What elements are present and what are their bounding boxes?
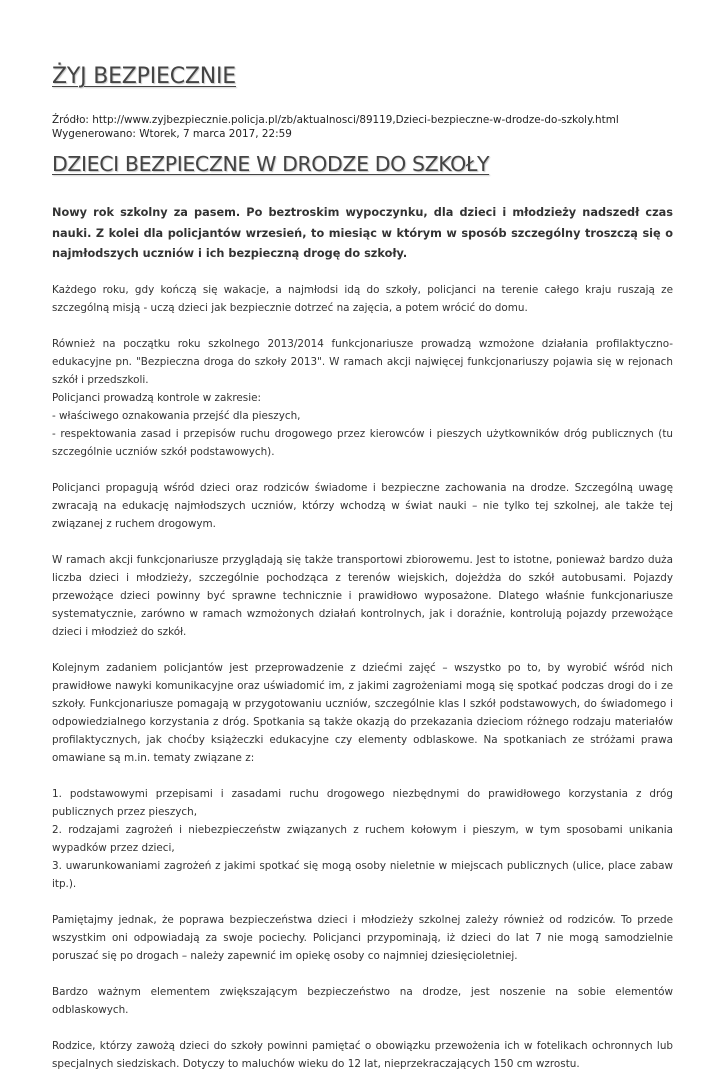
- paragraph-3: Policjanci propagują wśród dzieci oraz rodziców świadome i bezpieczne zachowania na drodze. Szczególną uwagę zwracają na edukację najmłodszych uczniów, którzy wchodzą w świat nauki – nie tylko tej szkolnej, ale także tej związanej z ruchem drogowym.: [52, 482, 673, 530]
- topic-list: [52, 785, 673, 893]
- list-item: 3. uwarunkowaniami zagrożeń z jakimi spotkać się mogą osoby nieletnie w miejscach publicznych (ulice, place zabaw itp.).: [52, 860, 673, 890]
- paragraph-2-line: - respektowania zasad i przepisów ruchu drogowego przez kierowców i pieszych użytkowników dróg publicznych (tu szczególnie uczniów szkół podstawowych).: [52, 428, 673, 458]
- article-body: [52, 281, 673, 1073]
- paragraph-2: [52, 335, 673, 461]
- paragraph-7: Bardzo ważnym elementem zwiększającym bezpieczeństwo na drodze, jest noszenie na sobie elementów odblaskowych.: [52, 986, 673, 1016]
- list-item: 1. podstawowymi przepisami i zasadami ruchu drogowego niezbędnymi do prawidłowego korzystania z dróg publicznych przez pieszych,: [52, 788, 673, 818]
- article-lead: Nowy rok szkolny za pasem. Po beztroskim wypoczynku, dla dzieci i młodzieży nadszedł czas nauki. Z kolei dla policjantów wrzesień, to miesiąc w którym w sposób szczególny troszczą się o najmłodszych uczniów i ich bezpieczną drogę do szkoły.: [52, 206, 673, 260]
- paragraph-4: W ramach akcji funkcjonariusze przyglądają się także transportowi zbiorowemu. Jest to istotne, ponieważ bardzo duża liczba dzieci i młodzieży, szczególnie pochodząca z terenów wiejskich, dojeżdża do szkół autobusami. Pojazdy przewożące dzieci powinny być sprawne technicznie i prawidłowo wyposażone. Dlatego właśnie funkcjonariusze systematycznie, zarówno w ramach wzmożonych działań kontrolnych, jak i doraźnie, kontrolują pojazdy przewożące dzieci i młodzież do szkół.: [52, 554, 673, 638]
- list-item: 2. rodzajami zagrożeń i niebezpieczeństw związanych z ruchem kołowym i pieszym, w tym sposobami unikania wypadków przez dzieci,: [52, 824, 673, 854]
- paragraph-5: Kolejnym zadaniem policjantów jest przeprowadzenie z dziećmi zajęć – wszystko po to, by wyrobić wśród nich prawidłowe nawyki komunikacyjne oraz uświadomić im, z jakimi zagrożeniami mogą się spotkać podczas drogi do i ze szkoły. Funkcjonariusze pomagają w przygotowaniu uczniów, szczególnie klas I szkół podstawowych, do świadomego i odpowiedzialnego korzystania z dróg. Spotkania są także okazją do przekazania dzieciom różnego rodzaju materiałów profilaktycznych, jak choćby książeczki edukacyjne czy elementy odblaskowe. Na spotkaniach ze stróżami prawa omawiane są m.in. tematy związane z:: [52, 662, 673, 764]
- paragraph-8: Rodzice, którzy zawożą dzieci do szkoły powinni pamiętać o obowiązku przewożenia ich w fotelikach ochronnych lub specjalnych siedziskach. Dotyczy to maluchów wieku do 12 lat, nieprzekraczających 150 cm wzrostu.: [52, 1040, 673, 1070]
- article-title: DZIECI BEZPIECZNE W DRODZE DO SZKOŁY: [52, 152, 490, 176]
- paragraph-2-line: - właściwego oznakowania przejść dla pieszych,: [52, 410, 301, 422]
- paragraph-2-line: Policjanci prowadzą kontrole w zakresie:: [52, 392, 261, 404]
- generated-line: Wygenerowano: Wtorek, 7 marca 2017, 22:59: [52, 128, 292, 140]
- document-meta: [52, 113, 619, 141]
- paragraph-2-line: Również na początku roku szkolnego 2013/2014 funkcjonariusze prowadzą wzmożone działania profilaktyczno-edukacyjne pn. "Bezpieczna droga do szkoły 2013". W ramach akcji najwięcej funkcjonariuszy pojawia się w rejonach szkół i przedszkoli.: [52, 338, 673, 386]
- paragraph-6: Pamiętajmy jednak, że poprawa bezpieczeństwa dzieci i młodzieży szkolnej zależy również od rodziców. To przede wszystkim oni odpowiadają za swoje pociechy. Policjanci przypominają, iż dzieci do lat 7 nie mogą samodzielnie poruszać się po drogach – należy zapewnić im opiekę osoby co najmniej dziesięcioletniej.: [52, 914, 673, 962]
- paragraph-1: Każdego roku, gdy kończą się wakacje, a najmłodsi idą do szkoły, policjanci na terenie całego kraju ruszają ze szczególną misją - uczą dzieci jak bezpiecznie dotrzeć na zajęcia, a potem wrócić do domu.: [52, 284, 673, 314]
- source-line: Źródło: http://www.zyjbezpiecznie.policja.pl/zb/aktualnosci/89119,Dzieci-bezpieczne-w-drodze-do-szkoly.html: [52, 114, 619, 126]
- site-title: ŻYJ BEZPIECZNIE: [52, 64, 236, 89]
